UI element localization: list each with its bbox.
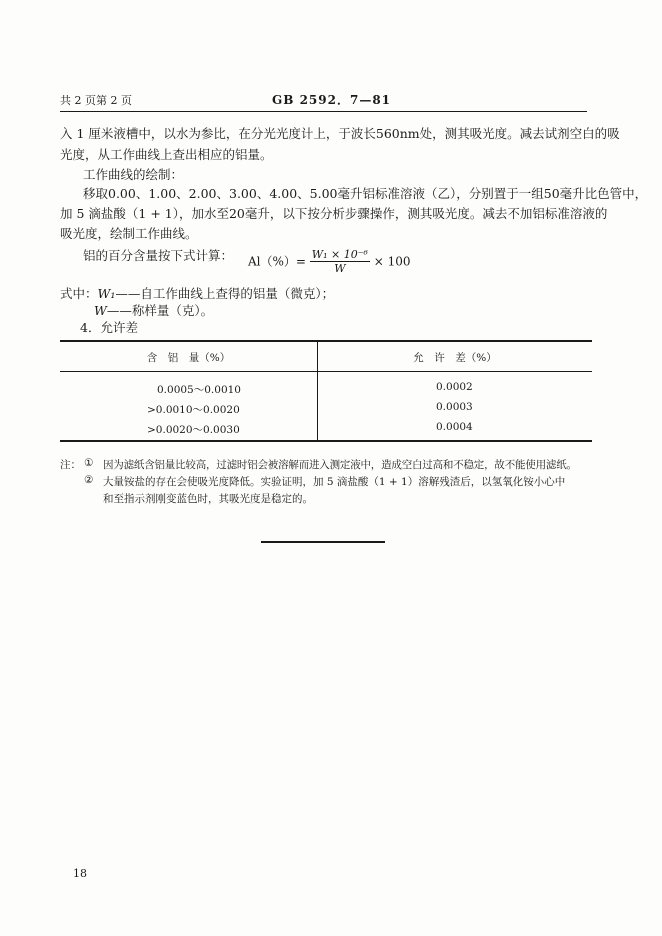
standard-number: GB 2592．7—81 bbox=[272, 93, 392, 107]
note-1-text: 因为滤纸含铝量比较高，过滤时铝会被溶解而进入测定液中，造成空白过高和不稳定，故不能使用滤纸。 bbox=[103, 459, 577, 471]
paragraph-line: 入 1 厘米液槽中，以水为参比，在分光光度计上，于波长560nm处，测其吸光度。减去试剂空白的吸 bbox=[60, 126, 620, 141]
table-cell: 0.0003 bbox=[436, 401, 473, 413]
paragraph-line: 光度，从工作曲线上查出相应的铝量。 bbox=[60, 147, 273, 162]
table-cell: >0.0010～0.0020 bbox=[147, 404, 240, 416]
formula bbox=[248, 249, 411, 274]
end-rule bbox=[261, 541, 385, 543]
header-rule bbox=[60, 111, 587, 112]
table-cell: 0.0004 bbox=[436, 421, 473, 433]
note-2-mark: ② bbox=[84, 474, 94, 486]
table-header-content: 含 铝 量（%） bbox=[146, 352, 231, 364]
formula-rhs: × 100 bbox=[373, 254, 411, 269]
legend-w bbox=[94, 301, 213, 319]
page-number: 18 bbox=[73, 867, 87, 880]
note-1-mark: ① bbox=[84, 457, 94, 469]
table-header-rule bbox=[60, 371, 592, 372]
table-cell: 0.0002 bbox=[436, 381, 473, 393]
legend-prefix: 式中： bbox=[60, 286, 98, 301]
legend-w1-symbol: W₁ bbox=[97, 286, 116, 301]
notes-label: 注： bbox=[60, 459, 81, 471]
table-bottom-rule bbox=[60, 440, 592, 442]
table-top-rule bbox=[60, 340, 592, 342]
table-cell: >0.0020～0.0030 bbox=[147, 424, 240, 436]
formula-numerator: W₁ × 10⁻⁶ bbox=[311, 248, 368, 261]
legend-w-symbol: W bbox=[94, 303, 107, 318]
table-header-tolerance: 允 许 差（%） bbox=[413, 352, 497, 364]
paragraph-line: 吸光度，绘制工作曲线。 bbox=[60, 226, 198, 241]
formula-denominator: W bbox=[334, 262, 346, 275]
formula-lhs: Al（%）= bbox=[248, 254, 306, 269]
note-2-line: 大量铵盐的存在会使吸光度降低。实验证明，加 5 滴盐酸（1 + 1）溶解残渣后，以氢氧化铵小心中 bbox=[103, 476, 566, 488]
curve-title: 工作曲线的绘制： bbox=[83, 167, 184, 182]
formula-fraction bbox=[310, 249, 370, 274]
note-2-line: 和至指示剂刚变蓝色时，其吸光度是稳定的。 bbox=[103, 493, 313, 505]
paragraph-line: 移取0.00、1.00、2.00、3.00、4.00、5.00毫升铝标准溶液（乙），分别置于一组50毫升比色管中， bbox=[83, 186, 648, 201]
calc-intro: 铝的百分含量按下式计算： bbox=[83, 248, 234, 263]
page-info: 共 2 页第 2 页 bbox=[60, 94, 132, 107]
legend-w1-desc: ——自工作曲线上查得的铝量（微克）； bbox=[115, 286, 335, 301]
section-title: 4．允许差 bbox=[80, 320, 138, 335]
legend-w1 bbox=[60, 284, 334, 302]
paragraph-line: 加 5 滴盐酸（1 + 1），加水至20毫升，以下按分析步骤操作，测其吸光度。减去不加铝标准溶液的 bbox=[60, 206, 608, 221]
table-cell: 0.0005～0.0010 bbox=[157, 384, 241, 396]
legend-w-desc: ——称样量（克）。 bbox=[106, 303, 214, 318]
